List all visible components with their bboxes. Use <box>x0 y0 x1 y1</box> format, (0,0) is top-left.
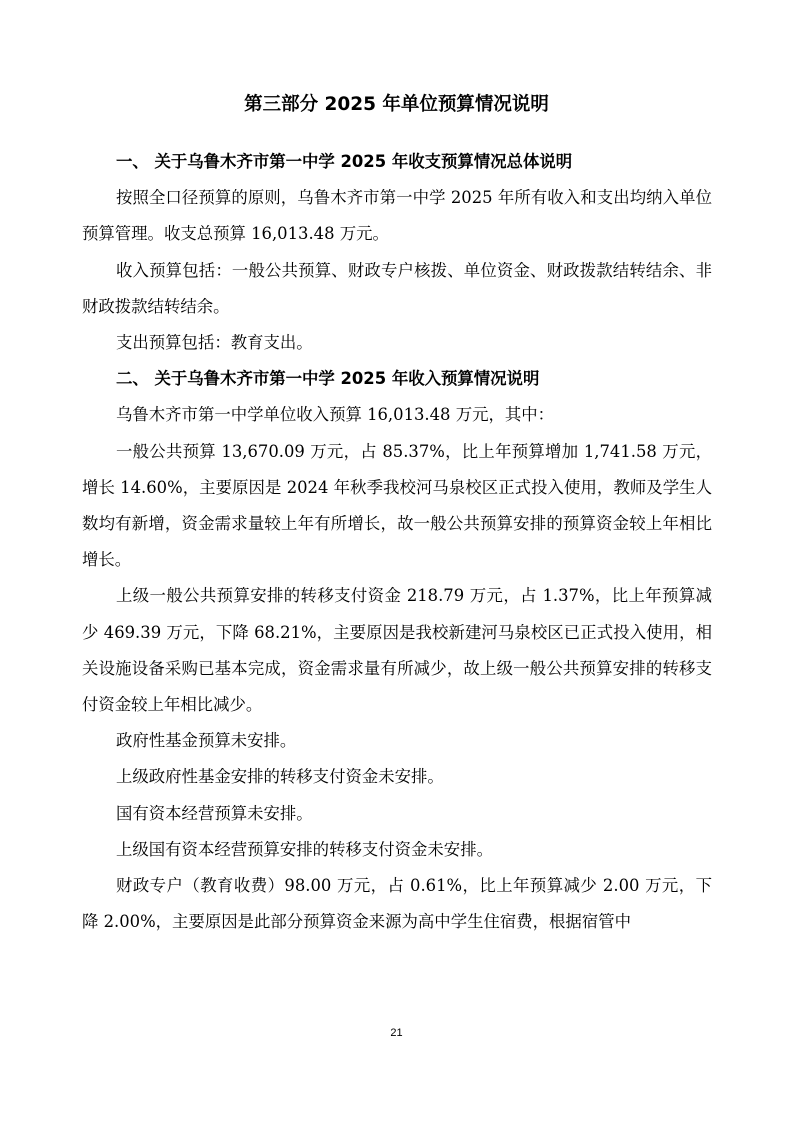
paragraph: 支出预算包括：教育支出。 <box>116 333 313 353</box>
paragraph: 收入预算包括：一般公共预算、财政专户核拨、单位资金、财政拨款结转结余、非财政拨款结转结余。 <box>82 260 712 316</box>
section-heading-2: 二、 关于乌鲁木齐市第一中学 2025 年收入预算情况说明 <box>116 369 540 389</box>
paragraph: 上级政府性基金安排的转移支付资金未安排。 <box>116 767 444 787</box>
paragraph: 按照全口径预算的原则，乌鲁木齐市第一中学 2025 年所有收入和支出均纳入单位预算管理。收支总预算 16,013.48 万元。 <box>82 188 712 244</box>
page-number: 21 <box>390 1027 403 1039</box>
paragraph: 财政专户（教育收费）98.00 万元，占 0.61%，比上年预算减少 2.00 万元，下降 2.00%，主要原因是此部分预算资金来源为高中学生住宿费，根据宿管中 <box>82 876 712 932</box>
paragraph: 乌鲁木齐市第一中学单位收入预算 16,013.48 万元，其中： <box>116 405 555 425</box>
section-heading-1: 一、 关于乌鲁木齐市第一中学 2025 年收支预算情况总体说明 <box>116 152 573 171</box>
paragraph: 国有资本经营预算未安排。 <box>116 803 313 823</box>
page-title: 第三部分 2025 年单位预算情况说明 <box>244 94 549 115</box>
document-body <box>82 144 712 940</box>
paragraph: 一般公共预算 13,670.09 万元，占 85.37%，比上年预算增加 1,741.58 万元，增长 14.60%，主要原因是 2024 年秋季我校河马泉校区正式投入使用，教师及学生人数均有新增，资金需求量较上年有所增长，故一般公共预算安排的预算资金较上年相比增长。 <box>82 441 712 570</box>
paragraph: 上级一般公共预算安排的转移支付资金 218.79 万元，占 1.37%，比上年预算减少 469.39 万元，下降 68.21%，主要原因是我校新建河马泉校区已正式投入使用，相关设施设备采购已基本完成，资金需求量有所减少，故上级一般公共预算安排的转移支付资金较上年相比减少。 <box>82 586 712 715</box>
paragraph: 上级国有资本经营预算安排的转移支付资金未安排。 <box>116 839 493 859</box>
paragraph: 政府性基金预算未安排。 <box>116 731 297 751</box>
